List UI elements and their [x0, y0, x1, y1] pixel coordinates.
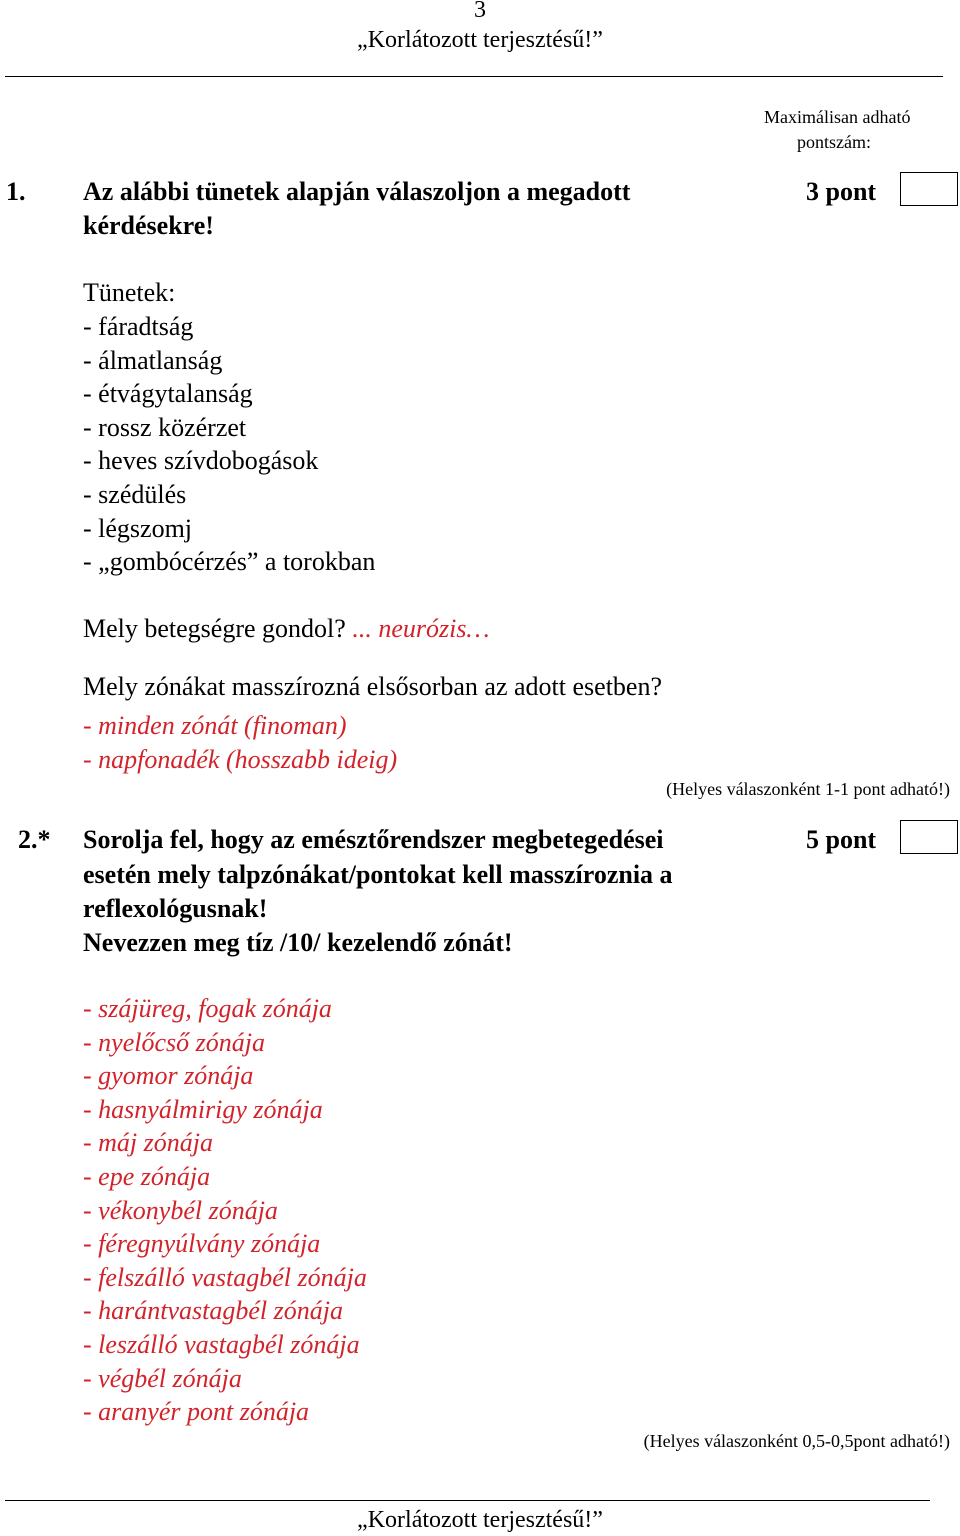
- list-item: - szédülés: [83, 479, 187, 509]
- symptoms-title: Tünetek:: [83, 278, 176, 307]
- symptoms-list: [83, 310, 375, 579]
- list-item: - gyomor zónája: [83, 1061, 254, 1091]
- list-item: - végbél zónája: [83, 1363, 242, 1393]
- max-points-label-line2: pontszám:: [797, 132, 871, 152]
- q2-prompt-line3: reflexológusnak!: [83, 894, 268, 923]
- list-item: - fáradtság: [83, 312, 194, 341]
- q1-prompt-line1: Az alábbi tünetek alapján válaszoljon a megadott: [83, 177, 631, 206]
- q1-scoring-note: (Helyes válaszonként 1-1 pont adható!): [666, 779, 950, 799]
- list-item: - rossz közérzet: [83, 412, 247, 442]
- q2-number: 2.*: [18, 825, 51, 854]
- q2-points: 5 pont: [806, 825, 877, 854]
- q2-prompt-line2: esetén mely talpzónákat/pontokat kell masszíroznia a: [83, 860, 673, 889]
- q1-question-disease: [83, 614, 490, 644]
- q1-answer-zone-1: - minden zónát (finoman): [83, 711, 347, 740]
- list-item: - harántvastagbél zónája: [83, 1296, 343, 1326]
- list-item: - epe zónája: [83, 1161, 211, 1191]
- list-item: - étvágytalanság: [83, 379, 253, 409]
- q1-question-zones: Mely zónákat masszírozná elsősorban az adott esetben?: [83, 672, 662, 701]
- list-item: - álmatlanság: [83, 345, 223, 375]
- q1-answer-disease: ... neurózis…: [352, 614, 490, 643]
- q1-question-disease-text: Mely betegségre gondol?: [83, 614, 346, 643]
- q2-answer-list: [83, 992, 367, 1429]
- q2-score-box[interactable]: [900, 820, 958, 854]
- q1-answer-zone-2: - napfonadék (hosszabb ideig): [83, 745, 398, 774]
- q1-prompt-line2: kérdésekre!: [83, 211, 214, 240]
- list-item: - légszomj: [83, 513, 193, 543]
- list-item: - leszálló vastagbél zónája: [83, 1329, 360, 1359]
- header-restriction-notice: „Korlátozott terjesztésű!”: [357, 27, 603, 53]
- list-item: - felszálló vastagbél zónája: [83, 1262, 367, 1292]
- q2-prompt-line1: Sorolja fel, hogy az emésztőrendszer megbetegedései: [83, 825, 664, 854]
- list-item: - heves szívdobogások: [83, 446, 319, 476]
- list-item: - aranyér pont zónája: [83, 1397, 310, 1427]
- q2-scoring-note: (Helyes válaszonként 0,5-0,5pont adható!): [643, 1431, 950, 1451]
- q1-score-box[interactable]: [900, 172, 958, 206]
- header-divider: [5, 76, 943, 77]
- q2-prompt-line4: Nevezzen meg tíz /10/ kezelendő zónát!: [83, 928, 513, 957]
- page-number: 3: [474, 0, 486, 23]
- footer-restriction-notice: „Korlátozott terjesztésű!”: [357, 1507, 603, 1533]
- list-item: - „gombócérzés” a torokban: [83, 547, 376, 577]
- list-item: - vékonybél zónája: [83, 1195, 278, 1225]
- q1-points: 3 pont: [806, 177, 877, 206]
- list-item: - nyelőcső zónája: [83, 1027, 265, 1057]
- max-points-label-line1: Maximálisan adható: [764, 107, 911, 127]
- list-item: - hasnyálmirigy zónája: [83, 1094, 323, 1124]
- footer-divider: [5, 1500, 930, 1501]
- q1-number: 1.: [6, 177, 26, 206]
- list-item: - szájüreg, fogak zónája: [83, 994, 332, 1023]
- list-item: - máj zónája: [83, 1128, 213, 1158]
- list-item: - féregnyúlvány zónája: [83, 1229, 321, 1259]
